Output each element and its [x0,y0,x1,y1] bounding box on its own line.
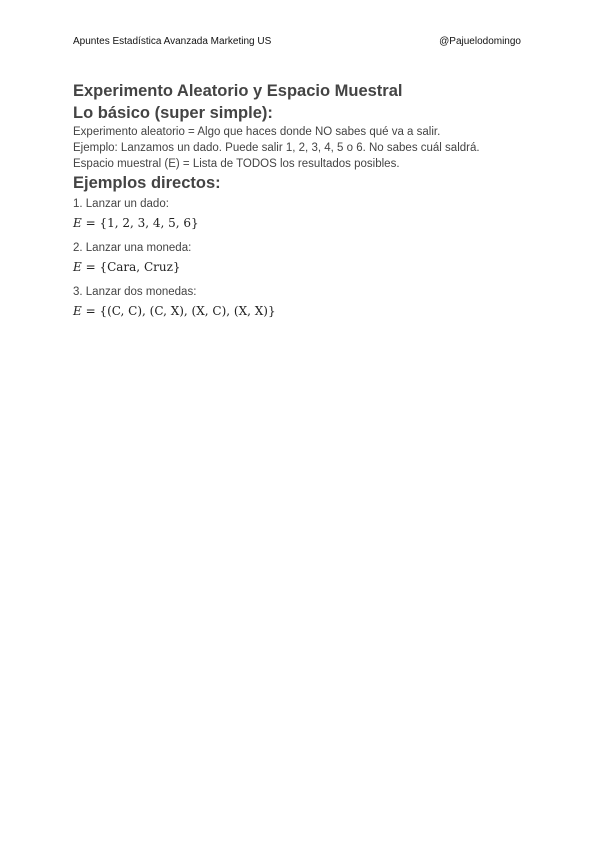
header-course-title: Apuntes Estadística Avanzada Marketing US [73,36,272,47]
page-header [73,36,521,50]
definition-sample-space: Espacio muestral (E) = Lista de TODOS los resultados posibles. [73,158,400,170]
basics-section [73,102,528,172]
formula-set: = {1, 2, 3, 4, 5, 6} [81,216,199,230]
example-label: 2. Lanzar una moneda: [73,242,192,254]
document-body [73,80,528,320]
formula-variable: E [73,216,82,230]
formula-variable: E [73,260,82,274]
sample-space-formula [73,214,528,232]
example-item [73,284,528,320]
sample-space-formula [73,302,528,320]
formula-set: = {(C, C), (C, X), (X, C), (X, X)} [81,304,276,318]
header-author-handle: @Pajuelodomingo [439,36,521,47]
example-item [73,196,528,232]
example-label: 3. Lanzar dos monedas: [73,286,197,298]
document-title: Experimento Aleatorio y Espacio Muestral [73,82,403,100]
example-item [73,240,528,276]
definition-experiment: Experimento aleatorio = Algo que haces donde NO sabes qué va a salir. [73,126,441,138]
examples-heading: Ejemplos directos: [73,174,221,192]
basics-heading: Lo básico (super simple): [73,104,273,122]
sample-space-formula [73,258,528,276]
formula-set: = {Cara, Cruz} [81,260,181,274]
example-dice: Ejemplo: Lanzamos un dado. Puede salir 1, 2, 3, 4, 5 o 6. No sabes cuál saldrá. [73,142,480,154]
formula-variable: E [73,304,82,318]
example-label: 1. Lanzar un dado: [73,198,169,210]
examples-section [73,172,528,320]
